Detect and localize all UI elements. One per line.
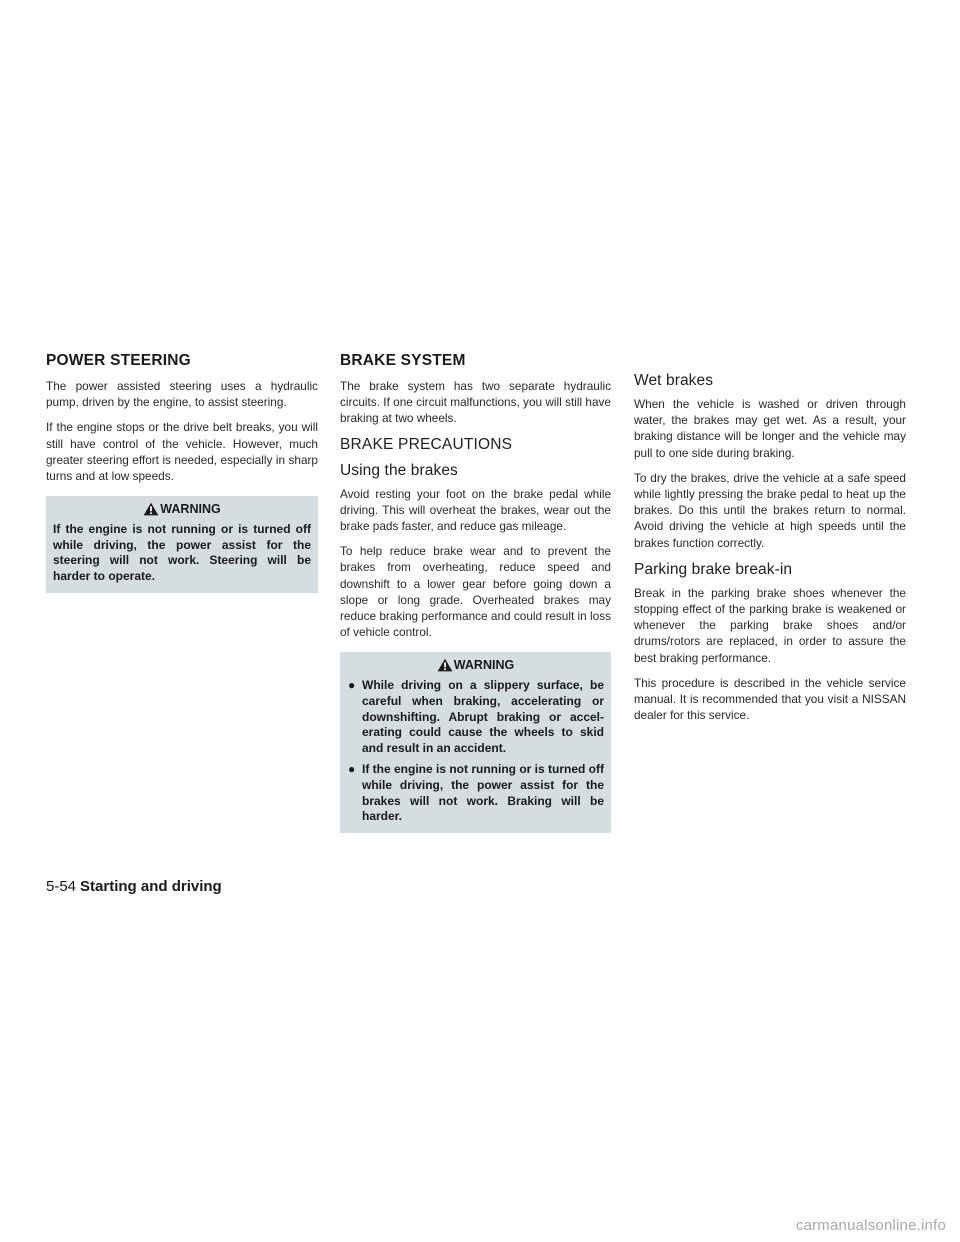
power-steering-column — [46, 378, 318, 603]
warning-title-row — [347, 658, 604, 672]
warning-title-row — [53, 502, 311, 516]
page-footer — [46, 878, 222, 895]
warning-icon — [143, 502, 159, 516]
bullet-icon: ● — [348, 678, 356, 693]
power-steering-paragraph-1: The power assisted steering uses a hydraulic pump, driven by the engine, to assist steering. — [46, 379, 318, 410]
using-brakes-paragraph-2: To help reduce brake wear and to prevent the brakes from overheating, reduce speed and downshift to a lower gear before going down a slope or long grade. Overheated brakes may reduce braking performance and could result in loss of vehicle control. — [340, 544, 611, 640]
watermark: carmanualsonline.info — [795, 1217, 946, 1234]
brake-warning-box — [340, 652, 611, 832]
power-steering-heading: POWER STEERING — [46, 352, 191, 369]
bullet-icon: ● — [348, 762, 356, 777]
using-brakes-paragraph-1: Avoid resting your foot on the brake pedal while driving. This will overheat the brakes, wear out the brake pads faster, and reduce gas mileage. — [340, 486, 611, 534]
page-number: 5-54 — [46, 878, 77, 895]
wet-brakes-paragraph-2: To dry the brakes, drive the vehicle at a safe speed while lightly pressing the brake pedal to heat up the brakes. Do this until the brakes return to normal. Avoid driving the vehicle at high speeds until the brakes function correctly. — [634, 470, 906, 550]
parking-brake-paragraph-1: Break in the parking brake shoes whenever the stopping effect of the parking brake is weakened or whenever the parking brake shoes and/or drums/rotors are replaced, in order to assure the best braking performance. — [634, 585, 906, 665]
wet-brakes-heading: Wet brakes — [634, 372, 714, 389]
power-steering-paragraph-2: If the engine stops or the drive belt breaks, you will still have control of the vehicle. However, much greater steering effort is needed, especially in sharp turns and at low speeds. — [46, 420, 318, 484]
power-steering-warning-box — [46, 496, 318, 592]
parking-brake-heading: Parking brake break-in — [634, 560, 793, 578]
warning-icon — [437, 658, 453, 672]
brake-precautions-heading: BRAKE PRECAUTIONS — [340, 435, 513, 453]
warning-title: WARNING — [160, 502, 221, 517]
brake-system-column — [340, 378, 611, 843]
parking-brake-paragraph-2: This procedure is described in the vehicle service manual. It is recommended that you visit a NISSAN dealer for this service. — [634, 675, 906, 723]
power-steering-warning-text: If the engine is not running or is turned off while driving, the power assist for the steering will not work. Steering will be harder to operate. — [53, 522, 311, 583]
brake-system-heading: BRAKE SYSTEM — [340, 352, 466, 369]
brake-warning-item: ● If the engine is not running or is turned off while driving, the power assist for the brakes will not work. Braking will be harder. — [348, 762, 604, 824]
wet-parking-column — [634, 372, 906, 732]
using-brakes-heading: Using the brakes — [340, 461, 458, 479]
footer-section-title: Starting and driving — [80, 878, 222, 895]
warning-title: WARNING — [453, 658, 515, 673]
brake-warning-item: ● While driving on a slippery surface, be careful when braking, accelerating or downshifting. Abrupt braking or accel-erating could cause the wheels to skid and result in an accident. — [348, 678, 604, 755]
wet-brakes-paragraph-1: When the vehicle is washed or driven through water, the brakes may get wet. As a result, your braking distance will be longer and the vehicle may pull to one side during braking. — [634, 397, 906, 460]
brake-warning-list — [347, 678, 604, 824]
brake-system-intro: The brake system has two separate hydraulic circuits. If one circuit malfunctions, you will still have braking at two wheels. — [340, 379, 611, 426]
